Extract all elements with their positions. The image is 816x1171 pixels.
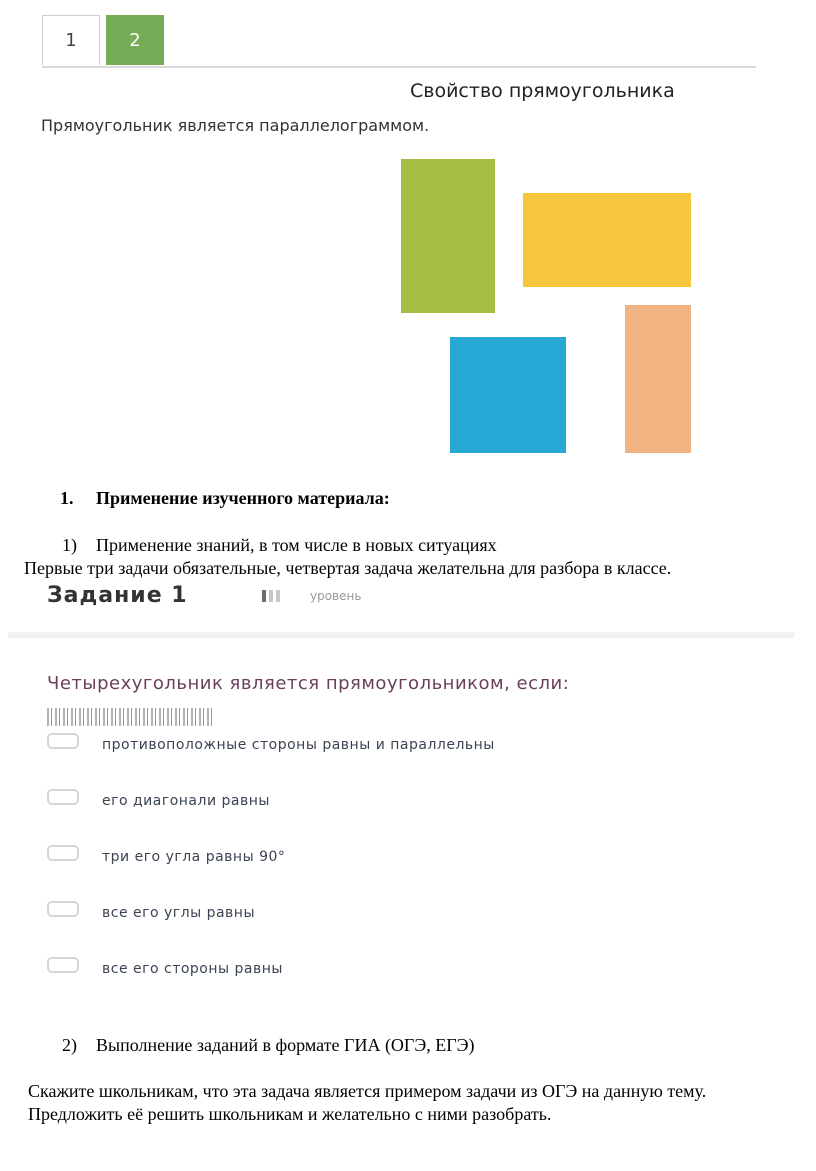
option-checkbox-5[interactable] [47,957,79,973]
property-statement: Прямоугольник является параллелограммом. [41,116,430,135]
option-checkbox-2[interactable] [47,789,79,805]
green-rectangle [401,159,495,313]
tab-divider [42,66,756,68]
peach-rectangle [625,305,691,453]
level-bar [269,590,273,602]
level-indicator [262,590,280,602]
option-checkbox-4[interactable] [47,901,79,917]
option-label-2[interactable]: его диагонали равны [102,793,270,809]
option-label-5[interactable]: все его стороны равны [102,961,283,977]
level-bar [262,590,266,602]
note-line-2: Предложить её решить школьникам и желательно с ними разобрать. [28,1104,552,1124]
level-label: уровень [310,589,362,603]
level-bar [276,590,280,602]
task-separator [8,632,794,638]
item1-number: 1) [62,535,77,555]
blue-square [450,337,566,453]
item1-text: Применение знаний, в том числе в новых ситуациях [96,535,497,555]
question-text: Четырехугольник является прямоугольником, если: [47,673,570,694]
note-line-1: Скажите школьникам, что эта задача является примером задачи из ОГЭ на данную тему. [28,1081,707,1101]
garbled-line [47,708,215,726]
item2-number: 2) [62,1035,77,1055]
task-title: Задание 1 [47,583,188,608]
tab-1[interactable]: 1 [42,15,100,65]
option-checkbox-1[interactable] [47,733,79,749]
yellow-rectangle [523,193,691,287]
section-number: 1. [60,488,74,508]
option-label-1[interactable]: противоположные стороны равны и параллельны [102,737,495,753]
section-title: Применение изученного материала: [96,488,390,508]
option-label-4[interactable]: все его углы равны [102,905,256,921]
option-checkbox-3[interactable] [47,845,79,861]
property-heading: Свойство прямоугольника [410,80,675,102]
tab-2[interactable]: 2 [106,15,164,65]
option-label-3[interactable]: три его угла равны 90° [102,849,286,865]
item2-text: Выполнение заданий в формате ГИА (ОГЭ, ЕГЭ) [96,1035,475,1055]
item1-note: Первые три задачи обязательные, четвертая задача желательна для разбора в классе. [24,558,672,578]
